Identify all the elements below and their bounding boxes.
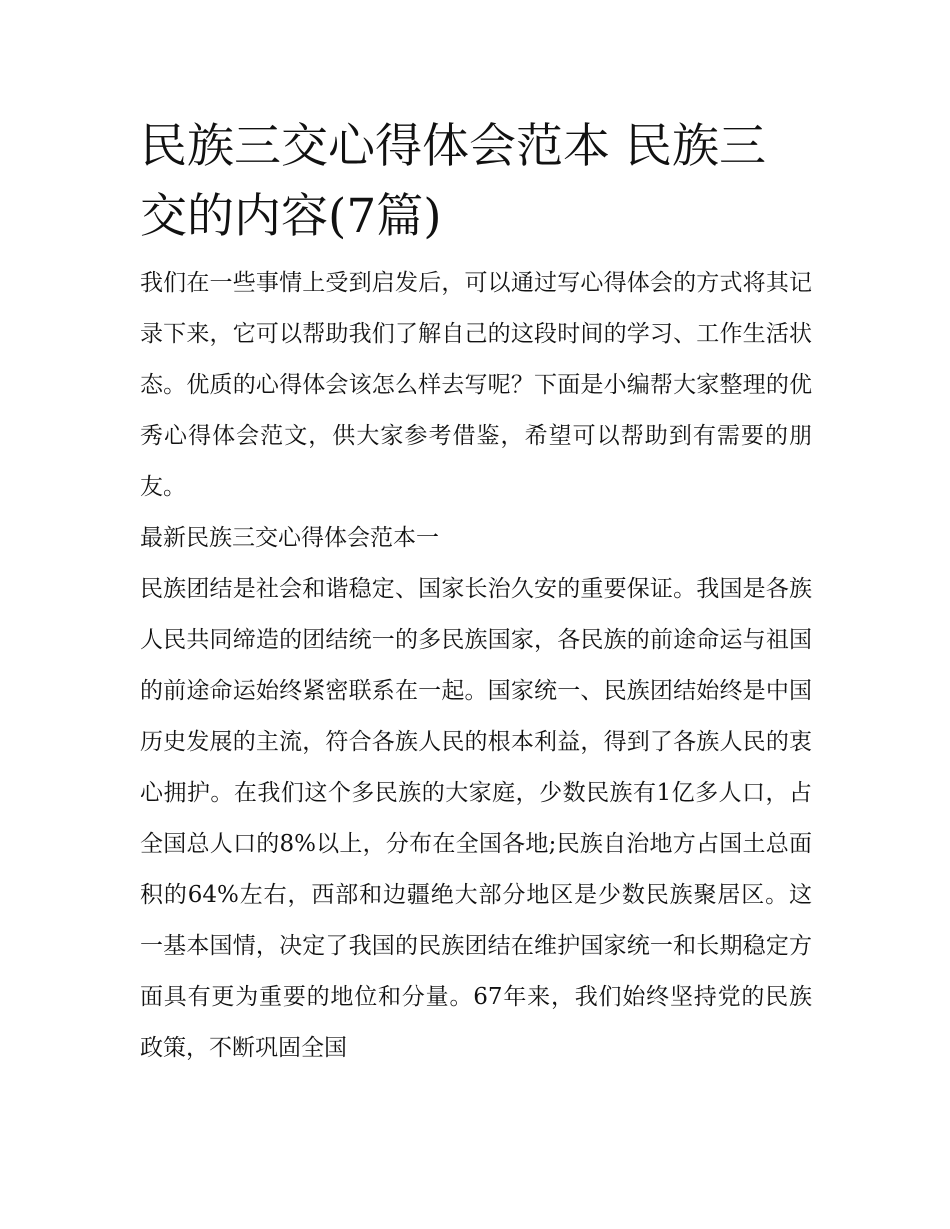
document-body [140, 258, 812, 1074]
intro-paragraph: 我们在一些事情上受到启发后，可以通过写心得体会的方式将其记录下来，它可以帮助我们了解自己的这段时间的学习、工作生活状态。优质的心得体会该怎么样去写呢？下面是小编帮大家整理的优秀心得体会范文，供大家参考借鉴，希望可以帮助到有需要的朋友。 [140, 270, 812, 500]
section-paragraph: 民族团结是社会和谐稳定、国家长治久安的重要保证。我国是各族人民共同缔造的团结统一的多民族国家，各民族的前途命运与祖国的前途命运始终紧密联系在一起。国家统一、民族团结始终是中国历史发展的主流，符合各族人民的根本利益，得到了各族人民的衷心拥护。在我们这个多民族的大家庭，少数民族有1亿多人口，占全国总人口的8%以上，分布在全国各地;民族自治地方占国土总面积的64%左右，西部和边疆绝大部分地区是少数民族聚居区。这一基本国情，决定了我国的民族团结在维护国家统一和长期稳定方面具有更为重要的地位和分量。67年来，我们始终坚持党的民族政策，不断巩固全国 [140, 576, 812, 1061]
section-heading: 最新民族三交心得体会范本一 [140, 525, 439, 551]
document-page [140, 112, 812, 1074]
document-title: 民族三交心得体会范本 民族三交的内容(7篇) [140, 119, 766, 244]
